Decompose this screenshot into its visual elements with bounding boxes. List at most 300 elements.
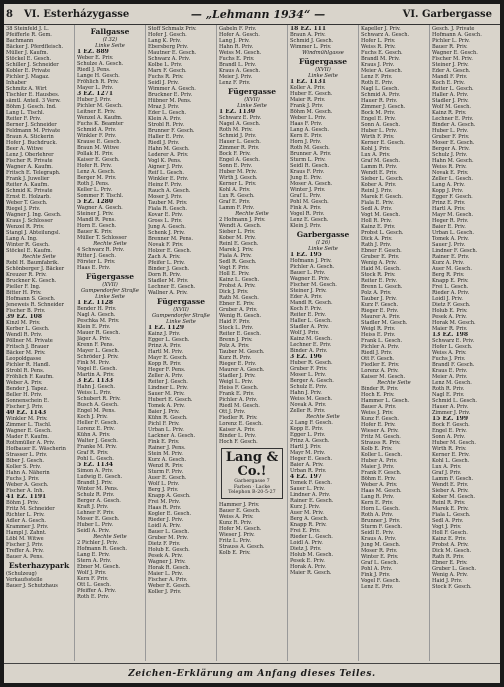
street-heading: Garbergasse <box>296 230 350 239</box>
entry-line: Marek E. Priv. <box>432 506 469 512</box>
entry-line: Lechner E. Priv. <box>432 116 474 122</box>
entry-line: Hammer L. Gesch. <box>361 398 410 404</box>
column-6 <box>359 25 430 661</box>
entry-line: Ludwig E. Gesch. <box>77 474 123 480</box>
entry-line: Fischer A. Inh. <box>6 488 45 494</box>
entry-line: Hauer L. Gesch. <box>219 139 261 145</box>
section-label: (XVII) <box>173 307 189 313</box>
header-book-title: — „Lehmann 1934“ — <box>190 7 326 21</box>
entry-line: Hofbauer E. Wäscherin <box>6 446 66 452</box>
entry-line: Vogl K. Pens. <box>148 158 182 164</box>
entry-line: Kainz E. Priv. <box>432 536 467 542</box>
entry-line: Zach A. Priv. <box>148 254 181 260</box>
entry-line: Stöckel E. Kaufm. <box>6 248 53 254</box>
entry-line: Stangl J. Abteilungsl. <box>6 230 61 236</box>
entry-line: Koller A. Priv. <box>290 85 326 91</box>
entry-line: Fuchs J. Priv. <box>432 356 466 362</box>
entry-line: Kühn R. Gesch. <box>148 415 188 421</box>
entry-line: Pfeifer L. Priv. <box>148 260 185 266</box>
entry-line: Fuchs E. Gesch. <box>361 50 403 56</box>
entry-line: Pfeiffer A. Priv. <box>77 588 116 594</box>
entry-line: Fischer R. Private <box>6 158 53 164</box>
entry-line: Pichler A. Priv. <box>361 344 400 350</box>
entry-line: Fritz M. Schneider <box>6 506 55 512</box>
entry-line: Pichler R. Handl. <box>6 362 51 368</box>
entry-line: Lenz E. Priv. <box>361 584 394 590</box>
entry-line: Lang L. Tischl. <box>6 110 45 116</box>
entry-line: Dick A. Priv. <box>361 236 393 242</box>
entry-line: Moser R. Priv. <box>361 548 398 554</box>
entry-line: Dick J. Priv. <box>219 289 249 295</box>
entry-line: Mandl R. Gesch. <box>290 300 333 306</box>
entry-line: Reiter J. Gesch. <box>148 379 188 385</box>
entry-line: Binder A. Gesch. <box>432 122 476 128</box>
entry-line: Ott J. Priv. <box>219 409 246 415</box>
entry-line: Adler A. Gesch. <box>6 518 47 524</box>
entry-line: Holl F. Gesch. <box>432 530 468 536</box>
entry-line: Tomek F. Gesch. <box>290 480 333 486</box>
entry-line: Hofmann R. Gesch. <box>77 546 127 552</box>
entry-line: Schulz R. Priv. <box>77 492 115 498</box>
entry-line: Berg R. Priv. <box>432 272 465 278</box>
entry-line: Bauer K. Priv. <box>77 229 113 235</box>
entry-line: Kogler E. Gesch. <box>148 511 192 517</box>
entry-line: (Schulzeug) <box>6 571 37 577</box>
entry-line: Schmid L. Gesch. <box>432 398 478 404</box>
section-label: Linke Seite <box>308 246 338 252</box>
house-number: 1 EZ. 1129 <box>148 325 184 331</box>
entry-line: Binder A. Priv. <box>290 348 328 354</box>
entry-line: Sieber A. Priv. <box>432 488 469 494</box>
entry-line: Lorenz E. Gesch. <box>219 421 263 427</box>
entry-line: sämtl. Anteil. 3 Verw. <box>6 98 61 104</box>
street-heading: Fügergasse <box>228 87 276 96</box>
entry-line: Zeller A. Priv. <box>148 373 184 379</box>
entry-line: Jung E. Priv. <box>290 175 322 181</box>
entry-line: Winkler F. Priv. <box>77 133 117 139</box>
entry-line: Pichler M. Gesch. <box>77 103 123 109</box>
entry-line: Fuchs E. Priv. <box>219 56 255 62</box>
entry-line: Braun M. Witwe <box>77 145 120 151</box>
entry-line: Berger A. Gesch. <box>77 498 121 504</box>
entry-line: Berner J. Schneider <box>6 122 57 128</box>
entry-line: Berger M. Priv. <box>77 175 117 181</box>
entry-line: Hofer A. Gesch. <box>219 32 260 38</box>
entry-line: Roth J. Pens. <box>77 181 110 187</box>
entry-line: Brandt J. Priv. <box>77 480 113 486</box>
entry-line: Böhm M. Gesch. <box>290 109 333 115</box>
entry-line: Pohl M. Gesch. <box>290 199 329 205</box>
entry-line: Fiedler E. Priv. <box>361 362 400 368</box>
entry-line: Knapp E. Priv. <box>432 278 469 284</box>
entry-line: Wallner A. Priv. <box>148 290 188 296</box>
section-label: (I 26) <box>315 240 331 246</box>
entry-line: Pichler L. Priv. <box>432 38 470 44</box>
entry-line: Reif L. Gesch. <box>148 170 185 176</box>
entry-line: Weber E. Gesch. <box>148 583 191 589</box>
entry-line: Sauer M. Priv. <box>148 391 185 397</box>
entry-line: Rath J. Priv. <box>361 242 392 248</box>
column-1 <box>4 25 75 661</box>
entry-line: Kerner L. Priv. <box>219 181 257 187</box>
column-7 <box>430 25 500 661</box>
house-number: 1 EZ. 195 <box>290 252 322 258</box>
section-label: Rechte Seite <box>306 414 340 420</box>
entry-line: Koller L. Gesch. <box>361 452 403 458</box>
entry-line: Fink A. Priv. <box>290 205 322 211</box>
entry-line: Bauer J. Schutzhaus <box>6 583 58 589</box>
column-4 <box>217 25 288 661</box>
entry-line: Weber L. Priv. <box>290 115 327 121</box>
entry-line: Heger E. Gesch. <box>290 456 333 462</box>
entry-line: Bock F. Gesch. <box>432 422 470 428</box>
entry-line: Tauber J. Priv. <box>361 296 397 302</box>
entry-line: Wieser J. Priv. <box>219 531 255 538</box>
directory-page <box>4 4 500 683</box>
entry-line: Winter J. Priv. <box>290 187 326 193</box>
entry-line: Mandl F. Priv. <box>432 74 468 80</box>
entry-line: Engel E. Priv. <box>361 116 396 122</box>
entry-line: Kinzl M. Priv. <box>6 320 41 326</box>
entry-line: Fischer A. Priv. <box>148 577 188 583</box>
section-label: Rechte Seite <box>93 241 127 247</box>
entry-line: Pesek A. Priv. <box>432 314 467 320</box>
entry-line: Tomek A. Priv. <box>432 236 469 242</box>
entry-line: Fröhlich R. Priv. <box>77 79 119 85</box>
entry-line: Vogt F. Priv. <box>219 265 250 271</box>
entry-line: Binder J. Gesch. <box>148 266 190 272</box>
entry-line: Schönberger J. Bäcker <box>6 266 65 272</box>
entry-line: Bäcker J. Pferdfleisch. <box>6 44 64 50</box>
entry-line: Lackner A. Gesch. <box>148 433 196 439</box>
entry-line: Dietz F. Priv. <box>148 541 181 547</box>
entry-line: Schwarz A. Priv. <box>148 56 191 62</box>
entry-line: Lang A. Priv. <box>432 182 465 188</box>
entry-line: Lang R. Priv. <box>361 494 395 500</box>
entry-line: Schiller J. Schneider <box>6 62 59 68</box>
entry-line: Dick M. Gesch. <box>432 548 472 554</box>
entry-line: Holl E. Priv. <box>219 271 250 277</box>
entry-line: Holub E. Gesch. <box>148 547 190 553</box>
entry-line: Mayr E. Gesch. <box>148 355 188 361</box>
entry-line: Fischer J. Priv. <box>6 542 44 548</box>
entry-line: Richter L. Priv. <box>6 512 45 518</box>
entry-line: Knapp R. Priv. <box>290 522 327 528</box>
entry-line: Fiala R. Gesch. <box>148 206 188 212</box>
entry-line: Maier L. Priv. <box>148 571 183 577</box>
entry-line: Strasser L. Priv. <box>6 452 48 458</box>
entry-line: Mautner E. Gesch. <box>148 50 197 56</box>
entry-line: Haas E. Priv. <box>77 265 111 271</box>
entry-line: Pichler J. Magaz. <box>6 74 50 80</box>
entry-line: Fischer J. Priv. <box>6 404 44 410</box>
entry-line: Huber M. Gesch. <box>432 440 476 446</box>
entry-line: Kolb E. Priv. <box>219 549 251 556</box>
entry-line: Mraz J. Priv. <box>148 104 180 110</box>
entry-line: Hahn J. Priv. <box>290 390 322 396</box>
section-label: Linke Seite <box>308 73 338 79</box>
entry-line: Gruber F. Priv. <box>432 134 470 140</box>
entry-line: Bitter H. Priv. <box>6 290 42 296</box>
entry-line: Kunz F. Gesch. <box>361 416 399 422</box>
section-label: Linke Seite <box>237 103 267 109</box>
entry-line: Stadler J. Priv. <box>219 373 256 379</box>
entry-line: Riedl J. Priv. <box>148 140 180 146</box>
entry-line: Fritsch E. Telegraph. <box>6 170 61 176</box>
entry-line: Bock M. Priv. <box>361 110 396 116</box>
entry-line: Sturm F. Gesch. <box>361 524 403 530</box>
entry-line: Meier J. Priv. <box>219 74 253 80</box>
entry-line: Rainer E. Gesch. <box>290 498 334 504</box>
entry-line: Klein A. Priv. <box>148 116 182 122</box>
entry-line: Weber A. Priv. <box>6 380 43 386</box>
entry-line: Egger F. Gesch. <box>432 194 473 200</box>
entry-line: Treffer A. Priv. <box>6 548 44 554</box>
house-number: 3 EZ. 1271 <box>77 91 113 97</box>
entry-line: Ebersberg Priv. <box>148 44 189 50</box>
entry-line: Rebl H. Baumfabrik. <box>6 260 59 266</box>
entry-line: Sedl A. Priv. <box>361 206 393 212</box>
entry-line: Tauber M. Priv. <box>148 200 188 206</box>
entry-line: Maier R. Priv. <box>432 326 468 332</box>
entry-line: Rieder L. Gesch. <box>290 534 333 540</box>
column-5 <box>288 25 359 661</box>
directory-columns <box>4 25 500 661</box>
house-number: 39 EZ. 108 <box>6 314 42 320</box>
entry-line: Binder L. Priv. <box>219 433 256 439</box>
entry-line: Jung A. Gesch. <box>148 224 186 230</box>
entry-line: Förster L. Priv. <box>77 259 116 265</box>
entry-line: Frank F. Gesch. <box>361 470 402 476</box>
entry-line: Winkler E. Priv. <box>148 176 189 182</box>
entry-line: 2 Hofmann J. Priv. <box>219 217 266 223</box>
section-label: Linke Seite <box>95 43 125 49</box>
entry-line: Schmitz A. Wirt <box>6 86 47 92</box>
entry-line: Moser J. Priv. <box>148 194 183 200</box>
entry-line: Wagner E. Gesch. <box>432 50 478 56</box>
entry-line: Nagl A. Gesch. <box>77 312 116 318</box>
entry-line: Kerner E. Priv. <box>432 452 470 458</box>
entry-line: Strauss R. Priv. <box>361 440 401 446</box>
entry-line: Mauer R. Gesch. <box>77 330 121 336</box>
entry-line: Gabeln F. Priv. <box>219 26 257 32</box>
entry-line: Roth R. Priv. <box>432 386 465 392</box>
entry-line: Pesek A. Priv. <box>148 553 183 559</box>
entry-line: Koch F. Priv. <box>290 306 322 312</box>
entry-line: Brenn J. Priv. <box>219 337 253 343</box>
entry-line: Sonn A. Priv. <box>432 434 466 440</box>
entry-line: Fink E. Priv. <box>148 439 180 445</box>
entry-line: Strobl R. Pens. <box>6 368 45 374</box>
entry-line: Hahn M. Gesch. <box>148 146 190 152</box>
section-label: Rechte Seite <box>235 211 269 217</box>
ad-company-name: Lang & Co.! <box>225 450 279 479</box>
entry-line: Kern E. Priv. <box>361 500 394 506</box>
entry-line: Weiss A. Priv. <box>219 513 254 520</box>
entry-line: Lang A. Gesch. <box>290 127 329 133</box>
page-header <box>4 4 500 25</box>
entry-line: Krenn F. Pens. <box>77 342 115 348</box>
entry-line: Urban R. Priv. <box>290 468 327 474</box>
entry-line: Maier R. Gesch. <box>290 570 332 576</box>
house-number: 1 EZ. 1128 <box>77 300 113 306</box>
entry-line: Kurz F. Gesch. <box>361 302 399 308</box>
entry-line: Berger A. Gesch. <box>290 378 334 384</box>
entry-line: Graf L. Gesch. <box>361 560 399 566</box>
entry-line: Fiala A. Priv. <box>219 253 252 259</box>
entry-line: Steiner J. Priv. <box>432 62 469 68</box>
entry-line: Gruber M. Priv. <box>148 535 188 541</box>
entry-line: Winter M. Pens. <box>77 486 119 492</box>
entry-line: Roth A. Priv. <box>361 512 394 518</box>
entry-line: Lindner L. Priv. <box>148 385 188 391</box>
entry-line: Frank E. Priv. <box>219 391 255 397</box>
entry-line: Kovar E. Priv. <box>148 212 184 218</box>
entry-line: Bauer A. Pens. <box>6 554 44 560</box>
entry-line: Bender J. Tapez. <box>6 386 48 392</box>
entry-line: Ebner E. Priv. <box>432 560 468 566</box>
entry-line: Nagel A. Gesch. <box>219 121 261 127</box>
section-label: (XVII) <box>102 282 118 288</box>
entry-line: Huber L. Priv. <box>77 522 114 528</box>
entry-line: Maurer A. Gesch. <box>219 367 265 373</box>
entry-line: Wendl R. Priv. <box>6 332 43 338</box>
entry-line: Pollak H. Priv. <box>77 151 114 157</box>
entry-line: 4 Schwarz R. Priv. <box>77 247 125 253</box>
entry-line: Sonnenschein E. <box>6 398 50 404</box>
entry-line: Weigl L. Priv. <box>219 379 253 385</box>
entry-line: Jung M. Gesch. <box>361 542 401 548</box>
entry-line: Walter J. Gesch. <box>77 438 118 444</box>
entry-line: Zimmer J. Gesch. <box>361 104 406 110</box>
entry-line: Gruber F. Priv. <box>290 366 328 372</box>
entry-line: Wagner J. Priv. <box>148 559 186 565</box>
entry-line: Pesek E. Priv. <box>290 558 325 564</box>
entry-line: Reiter E. Gesch. <box>219 331 262 337</box>
entry-line: Rieger E. Priv. <box>219 361 257 367</box>
entry-line: Wagner A. Kaufm. <box>6 164 53 170</box>
entry-line: Wimmer L. Priv. <box>290 44 332 50</box>
entry-line: Wagner J. Ing. Gesch. <box>6 212 62 218</box>
entry-line: Polz A. Priv. <box>361 290 392 296</box>
entry-line: Kolbe L. Priv. <box>148 62 183 68</box>
entry-line: Kaiser M. Gesch. <box>361 374 406 380</box>
entry-line: Wieser A. Priv. <box>361 428 399 434</box>
entry-line: Hofmann J. Priv. <box>290 258 332 264</box>
entry-line: Winter R. Gesch. <box>6 242 50 248</box>
entry-line: Engel E. Priv. <box>432 428 467 434</box>
house-number: 41 EZ. 1191 <box>6 494 47 500</box>
entry-line: Braun A. Stickerin <box>6 134 54 140</box>
entry-line: Graf L. Priv. <box>290 193 322 199</box>
entry-line: Prinz A. Gesch. <box>290 438 330 444</box>
entry-line: Lorenz E. Priv. <box>77 426 115 432</box>
entry-line: Lamm F. Priv. <box>219 205 255 211</box>
ad-text: Telephon B-20-5-27 <box>228 490 276 495</box>
entry-line: Mayr M. Priv. <box>290 450 326 456</box>
entry-line: Auer M. Priv. <box>290 510 324 516</box>
entry-line: Böhm J. Priv. <box>6 500 39 506</box>
entry-line: Engel M. Pens. <box>77 408 116 414</box>
entry-line: Lux A. Priv. <box>361 152 391 158</box>
entry-line: Hampl J. Zahnt. <box>6 530 47 536</box>
entry-line: Verkaufsstelle <box>6 577 43 583</box>
page-number: 8 <box>6 8 13 20</box>
entry-line: Heller F. Gesch. <box>77 420 119 426</box>
entry-line: Krause E. Gesch. <box>77 139 122 145</box>
entry-line: Zeller R. Priv. <box>290 408 326 414</box>
entry-line: Haas M. Gesch. <box>361 488 402 494</box>
entry-line: Lenz F. Priv. <box>219 80 251 86</box>
entry-line: Frei M. Priv. <box>148 499 181 505</box>
entry-line: Mader F. Kaufm. <box>6 434 50 440</box>
entry-line: Fritsch J. Brauer <box>6 344 49 350</box>
entry-line: Kainz J. Priv. <box>148 331 181 337</box>
entry-line: 2 Pichler J. Priv. <box>77 540 119 546</box>
house-number: 3 EZ. 196 <box>290 354 322 360</box>
entry-line: Maurer A. Priv. <box>361 314 401 320</box>
entry-line: Hammer J. Priv. <box>219 501 260 508</box>
entry-line: Prinz A. Priv. <box>148 343 182 349</box>
entry-line: Seidl E. Priv. <box>361 530 394 536</box>
entry-line: Winter E. Priv. <box>361 554 399 560</box>
entry-line: Dietz J. Priv. <box>290 546 322 552</box>
house-number: 1 EZ. 1130 <box>219 109 255 115</box>
entry-line: Lechner E. Gesch. <box>148 284 196 290</box>
entry-line: Wenig R. Gesch. <box>219 313 262 319</box>
entry-line: Rath M. Gesch. <box>219 295 259 301</box>
entry-line: Lederer A. Priv. <box>148 152 189 158</box>
section-label: Gumpendorfer Straße <box>152 313 210 319</box>
entry-line: Gross L. Priv. <box>148 218 183 224</box>
entry-line: Haid J. Priv. <box>432 578 463 584</box>
entry-line: Wagner E. Gesch. <box>6 428 52 434</box>
entry-line: Rothmüller A. Priv. <box>6 440 55 446</box>
entry-line: Kober M. Priv. <box>219 235 256 241</box>
entry-line: Kerner E. Gesch. <box>361 140 405 146</box>
entry-line: Lux A. Priv. <box>432 464 462 470</box>
entry-line: Peschka M. Priv. <box>77 318 120 324</box>
entry-line: Hartl M. Priv. <box>148 349 184 355</box>
entry-line: Klein J. Priv. <box>290 223 322 229</box>
entry-line: Nagl L. Gesch. <box>361 86 400 92</box>
entry-line: Kapeller J. Priv. <box>361 26 401 32</box>
entry-line: Berger A. Priv. <box>432 146 470 152</box>
entry-line: Hofmann A. Gesch. <box>432 32 482 38</box>
entry-line: Kühn A. Priv. <box>77 432 111 438</box>
entry-line: Probst L. Gesch. <box>361 230 404 236</box>
entry-line: Eder L. Gesch. <box>148 110 187 116</box>
entry-line: Haller A. Priv. <box>432 92 469 98</box>
house-number: 40 EZ. 1143 <box>6 410 47 416</box>
entry-line: Prinz E. Priv. <box>432 200 466 206</box>
entry-line: Brunner F. Gesch. <box>148 128 195 134</box>
entry-line: Vogt J. Priv. <box>432 524 462 530</box>
entry-line: Bauer L. Gesch. <box>148 529 190 535</box>
entry-line: Haas R. Priv. <box>148 505 182 511</box>
entry-line: Loidl J. Priv. <box>432 296 463 302</box>
entry-line: Wendt E. Priv. <box>432 482 469 488</box>
entry-line: Brandl M. Priv. <box>361 56 400 62</box>
entry-line: Winkler M. Priv. <box>6 416 48 422</box>
entry-line: Brandl L. Priv. <box>219 62 257 68</box>
entry-line: Bruckner K. Gesch. <box>6 278 57 284</box>
entry-line: Probst A. Priv. <box>432 542 469 548</box>
entry-line: Polz A. Priv. <box>219 343 250 349</box>
entry-line: Böhm E. Priv. <box>361 476 396 482</box>
entry-line: Lange H. Gesch. <box>77 73 120 79</box>
entry-line: Kainz L. Gesch. <box>219 277 260 283</box>
